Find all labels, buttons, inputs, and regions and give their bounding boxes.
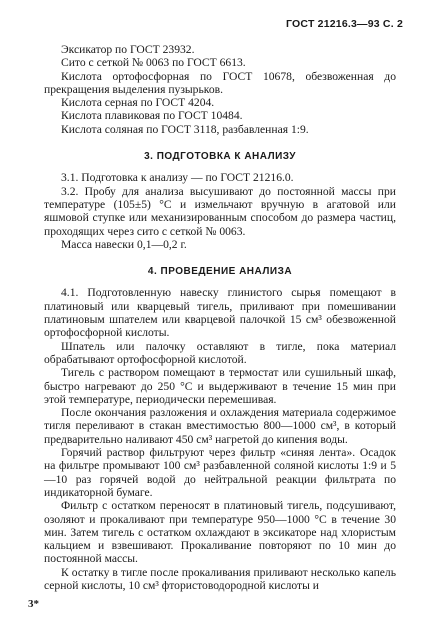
paragraph: 3.1. Подготовка к анализу — по ГОСТ 21216.0. <box>61 171 294 185</box>
section-heading: 3. ПОДГОТОВКА К АНАЛИЗУ <box>144 151 296 163</box>
paragraph: Масса навески 0,1—0,2 г. <box>61 237 187 251</box>
paragraph: К остатку в тигле после прокаливания приливают несколько капель серной кислоты, 10 см³ фтористоводородной кислоты и <box>44 565 396 592</box>
reagent-item: Эксикатор по ГОСТ 23932. <box>61 43 195 56</box>
reagent-list <box>44 43 396 136</box>
page-footer-mark: 3* <box>28 598 39 610</box>
reagent-item: Кислота ортофосфорная по ГОСТ 10678, обезвоженная до прекращения выделения пузырьков. <box>44 69 396 96</box>
reagent-item: Кислота плавиковая по ГОСТ 10484. <box>61 109 243 123</box>
paragraph: Тигель с раствором помещают в термостат или сушильный шкаф, быстро нагревают до 250 °С и выдерживают в течение 15 мин при этой температуре, периодически перемешивая. <box>44 366 396 406</box>
reagent-item: Сито с сеткой № 0063 по ГОСТ 6613. <box>61 56 246 70</box>
reagent-item: Кислота серная по ГОСТ 4204. <box>61 96 215 110</box>
page-header: ГОСТ 21216.3—93 С. 2 <box>286 18 403 30</box>
paragraph: После окончания разложения и охлаждения материала содержимое тигля переливают в стакан вместимостью 800—1000 см³, в который предварительно наливают 450 см³ нагретой до кипения воды. <box>44 406 396 446</box>
paragraph: 3.2. Пробу для анализа высушивают до постоянной массы при температуре (105±5) °С и измельчают вручную в агатовой или яшмовой ступке или механизированным способом до размера частиц, проходящих через сито с сеткой № 0063. <box>44 184 396 238</box>
paragraph: 4.1. Подготовленную навеску глинистого сырья помещают в платиновый или кварцевый тигель, приливают при помешивании платиновым шпателем или кварцевой палочкой 15 см³ обезвоженной ортофосфорной кислоты. <box>44 286 396 340</box>
section-heading: 4. ПРОВЕДЕНИЕ АНАЛИЗА <box>147 266 293 278</box>
paragraph: Горячий раствор фильтруют через фильтр «синяя лента». Осадок на фильтре промывают 100 см³ разбавленной соляной кислоты 1:9 и 5—10 раз горячей водой до нейтральной реакции фильтрата по индикаторной бумаге. <box>44 446 396 499</box>
paragraph: Шпатель или палочку оставляют в тигле, пока материал обрабатывают ортофосфорной кислотой. <box>44 339 396 366</box>
reagent-item: Кислота соляная по ГОСТ 3118, разбавленная 1:9. <box>61 122 309 136</box>
paragraph: Фильтр с остатком переносят в платиновый тигель, подсушивают, озоляют и прокаливают при температуре 950—1000 °С в течение 30 мин. Затем тигель с остатком охлаждают в эксикаторе над хлористым кальцием и взвешивают. Прокаливание повторяют по 10 мин до постоянной массы. <box>44 499 396 566</box>
document-body <box>44 43 396 592</box>
